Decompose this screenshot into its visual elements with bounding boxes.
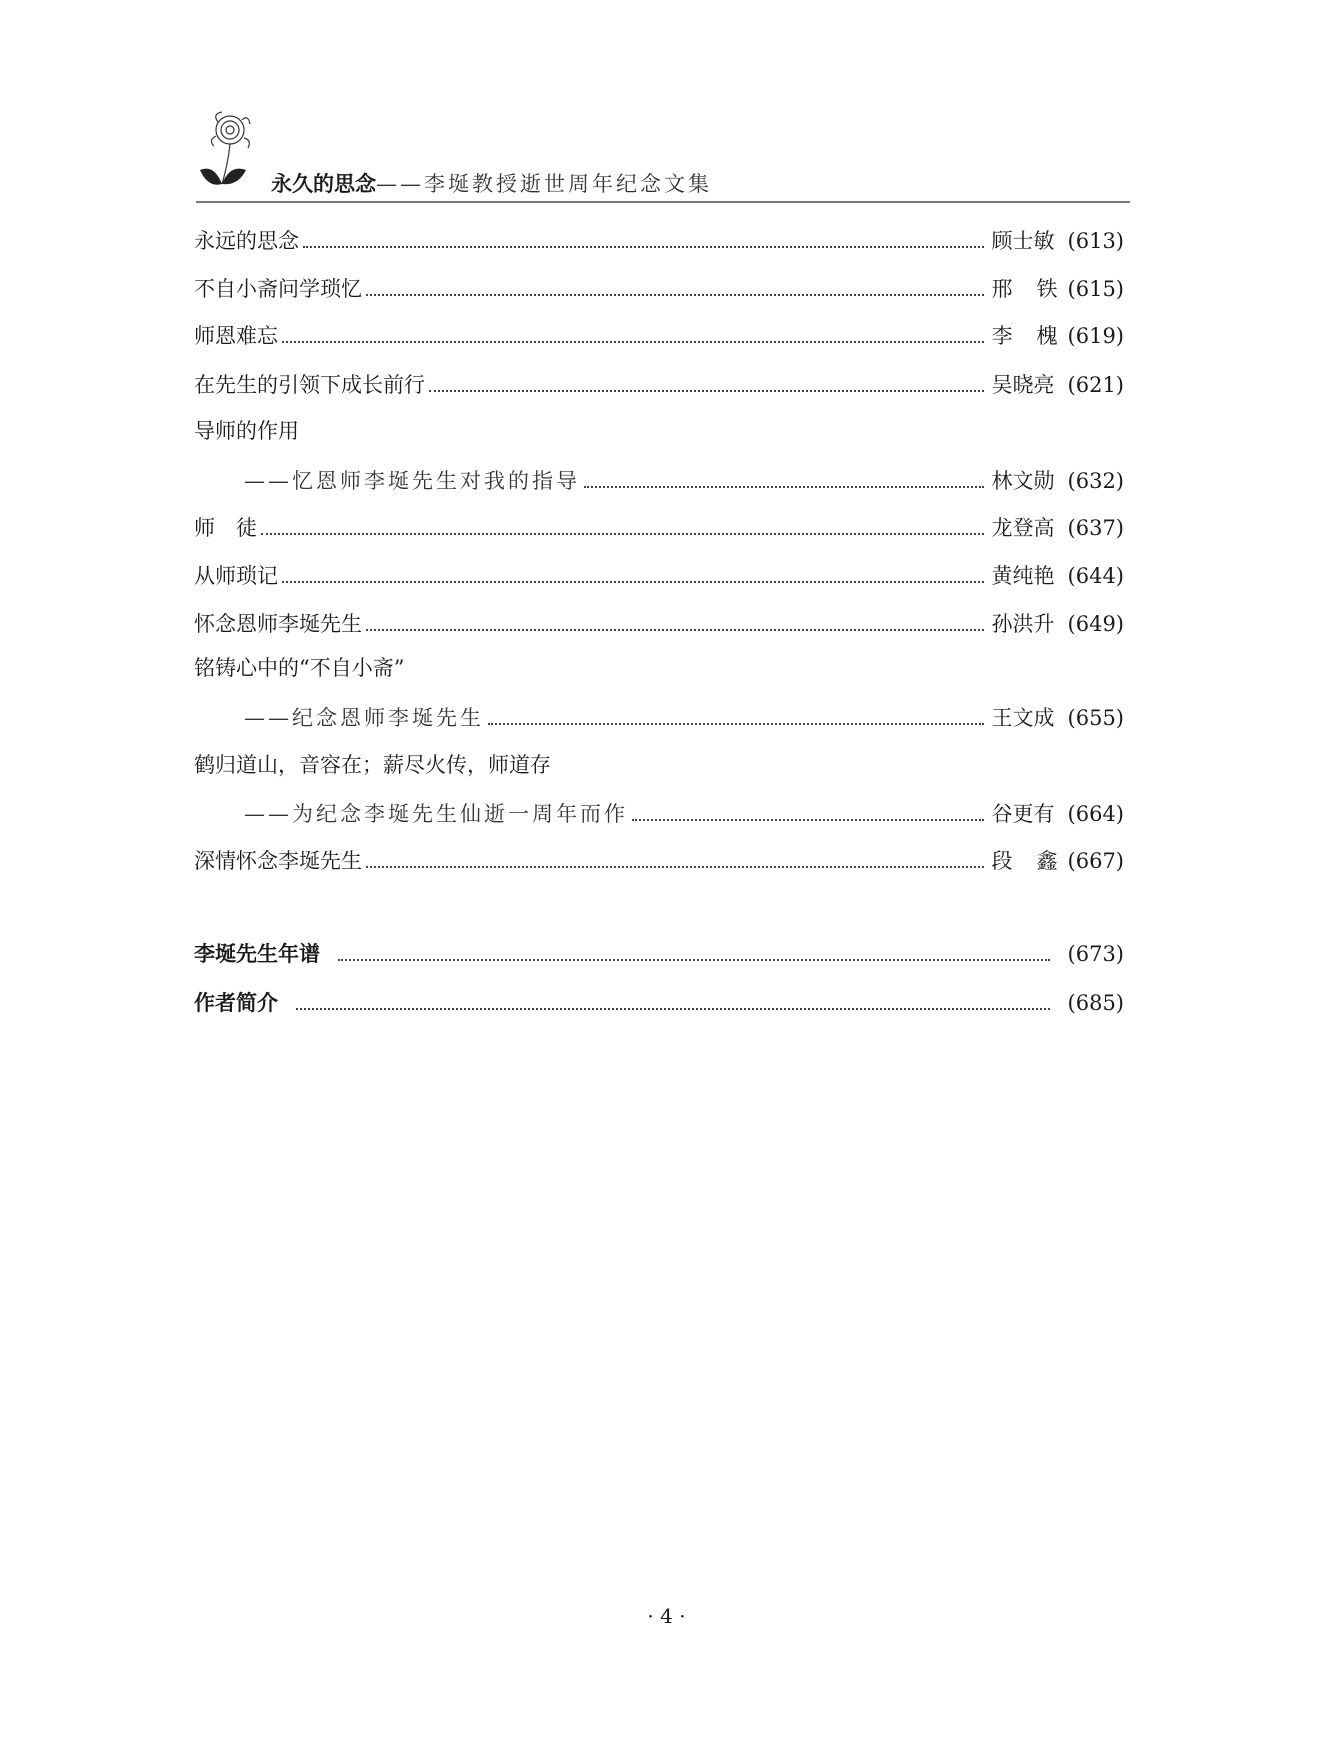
dot-leader	[366, 629, 984, 631]
entry-title: 从师琐记	[194, 564, 278, 588]
entry-title: 师恩难忘	[194, 324, 278, 348]
section-title: 李埏先生年谱	[194, 941, 320, 966]
entry-author: 段 鑫	[991, 849, 1058, 873]
entry-author: 谷更有	[991, 802, 1055, 826]
entry-page: (632)	[1067, 469, 1124, 493]
dot-leader	[282, 341, 984, 343]
entry-title: 师 徒	[194, 516, 257, 540]
toc-entry[interactable]	[194, 466, 1124, 496]
entry-page: (619)	[1067, 324, 1124, 348]
book-subtitle: ——李埏教授逝世周年纪念文集	[376, 172, 712, 196]
entry-author: 林文勋	[991, 469, 1055, 493]
entry-author: 王文成	[991, 706, 1055, 730]
toc-entry[interactable]	[194, 561, 1124, 591]
entry-page: (613)	[1067, 229, 1124, 253]
dot-leader	[296, 1008, 1050, 1010]
entry-title: ——纪念恩师李埏先生	[244, 706, 484, 730]
entry-author: 顾士敏	[991, 229, 1055, 253]
book-title: 永久的思念	[271, 171, 376, 196]
toc-entry[interactable]	[194, 653, 1124, 683]
entry-title: 不自小斋问学琐忆	[194, 277, 362, 301]
entry-page: (655)	[1067, 706, 1124, 730]
entry-author: 吴晓亮	[991, 373, 1055, 397]
entry-title: 导师的作用	[194, 419, 299, 443]
entry-title: 怀念恩师李埏先生	[194, 612, 362, 636]
entry-author: 邢 铁	[991, 277, 1058, 301]
entry-page: (664)	[1067, 802, 1124, 826]
dot-leader	[632, 819, 984, 821]
section-page: (685)	[1067, 991, 1124, 1015]
toc-entry[interactable]	[194, 846, 1124, 876]
toc-section[interactable]	[194, 939, 1124, 969]
header-rule	[196, 201, 1130, 203]
entry-author: 龙登高	[991, 516, 1055, 540]
entry-author: 孙洪升	[991, 612, 1055, 636]
dot-leader	[282, 581, 984, 583]
toc-entry[interactable]	[194, 416, 1124, 446]
dot-leader	[261, 533, 984, 535]
entry-title: 铭铸心中的“不自小斋”	[194, 656, 405, 680]
toc-entry[interactable]	[194, 226, 1124, 256]
entry-title: 深情怀念李埏先生	[194, 849, 362, 873]
entry-title: 在先生的引领下成长前行	[194, 373, 425, 397]
dot-leader	[488, 723, 984, 725]
dot-leader	[366, 866, 984, 868]
toc-entry[interactable]	[194, 513, 1124, 543]
chrysanthemum-icon	[196, 108, 256, 198]
toc-section[interactable]	[194, 988, 1124, 1018]
entry-title: 永远的思念	[194, 229, 299, 253]
entry-page: (667)	[1067, 849, 1124, 873]
entry-page: (644)	[1067, 564, 1124, 588]
entry-page: (621)	[1067, 373, 1124, 397]
dot-leader	[338, 959, 1050, 961]
toc-entry[interactable]	[194, 274, 1124, 304]
toc-entry[interactable]	[194, 321, 1124, 351]
section-page: (673)	[1067, 942, 1124, 966]
toc-entry[interactable]	[194, 703, 1124, 733]
entry-title: ——为纪念李埏先生仙逝一周年而作	[244, 802, 628, 826]
page-number: · 4 ·	[647, 1604, 686, 1628]
entry-title: ——忆恩师李埏先生对我的指导	[244, 469, 580, 493]
dot-leader	[366, 294, 984, 296]
dot-leader	[429, 390, 984, 392]
entry-page: (615)	[1067, 277, 1124, 301]
toc-entry[interactable]	[194, 609, 1124, 639]
entry-author: 黄纯艳	[991, 564, 1055, 588]
entry-title: 鹤归道山，音容在；薪尽火传，师道存	[194, 753, 551, 777]
entry-page: (637)	[1067, 516, 1124, 540]
toc-entry[interactable]	[194, 799, 1124, 829]
dot-leader	[584, 486, 984, 488]
entry-author: 李 槐	[991, 324, 1058, 348]
toc-entry[interactable]	[194, 750, 1124, 780]
entry-page: (649)	[1067, 612, 1124, 636]
dot-leader	[303, 246, 984, 248]
running-header	[196, 108, 1130, 204]
toc-entry[interactable]	[194, 370, 1124, 400]
section-title: 作者简介	[194, 990, 278, 1015]
